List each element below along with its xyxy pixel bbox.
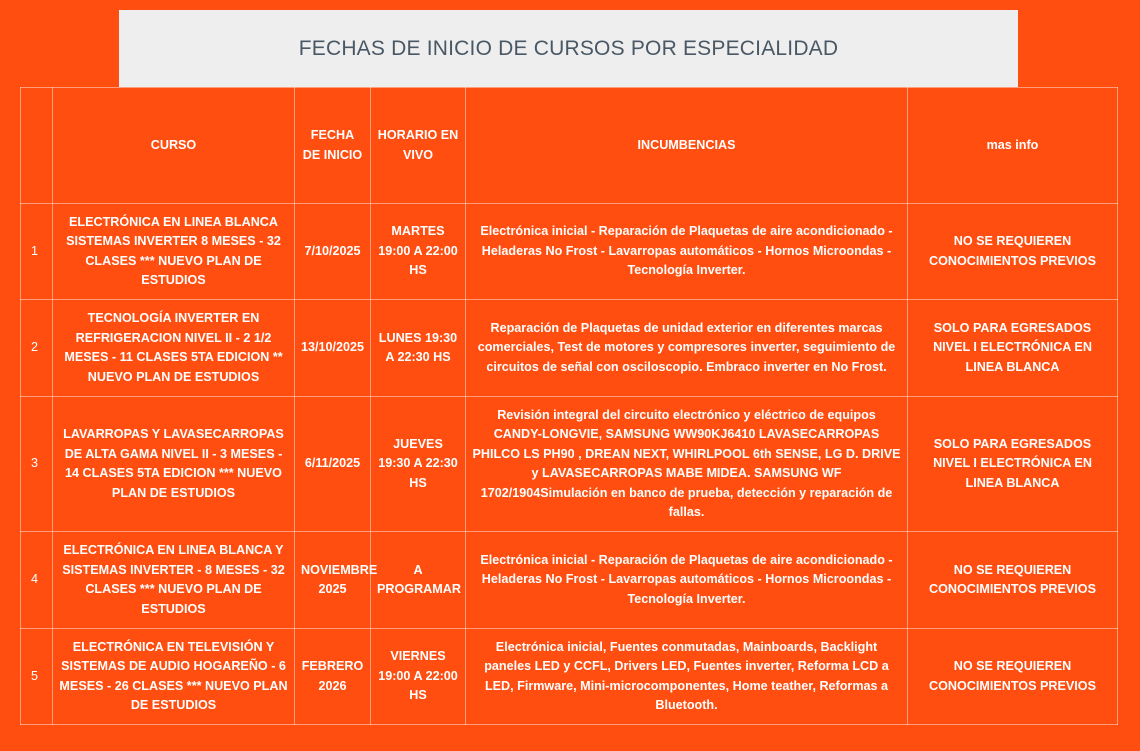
live-schedule: LUNES 19:30 A 22:30 HS <box>371 300 466 397</box>
course-name: ELECTRÓNICA EN LINEA BLANCA SISTEMAS INVERTER 8 MESES - 32 CLASES *** NUEVO PLAN DE ESTUDIOS <box>53 204 295 300</box>
table-row <box>21 532 1118 629</box>
start-date: 13/10/2025 <box>295 300 371 397</box>
course-requirements: NO SE REQUIEREN CONOCIMIENTOS PREVIOS <box>908 204 1118 300</box>
courses-table <box>20 87 1118 725</box>
live-schedule: MARTES 19:00 A 22:00 HS <box>371 204 466 300</box>
start-date: 7/10/2025 <box>295 204 371 300</box>
start-date: 6/11/2025 <box>295 397 371 532</box>
live-schedule: JUEVES 19:30 A 22:30 HS <box>371 397 466 532</box>
course-name: LAVARROPAS Y LAVASECARROPAS DE ALTA GAMA NIVEL II - 3 MESES - 14 CLASES 5TA EDICION *** NUEVO PLAN DE ESTUDIOS <box>53 397 295 532</box>
live-schedule: A PROGRAMAR <box>371 532 466 629</box>
table-header-row <box>21 88 1118 204</box>
row-number: 1 <box>21 204 53 300</box>
table-row <box>21 629 1118 725</box>
course-scope: Revisión integral del circuito electrónico y eléctrico de equipos CANDY-LONGVIE, SAMSUNG WW90KJ6410 LAVASECARROPAS PHILCO LS PH90 , DREAN NEXT, WHIRLPOOL 6th SENSE, LG D. DRIVE y LAVASECARROPAS MABE MIDEA. SAMSUNG WF 1702/1904Simulación en banco de prueba, detección y reparación de fallas. <box>466 397 908 532</box>
row-number: 2 <box>21 300 53 397</box>
row-number: 3 <box>21 397 53 532</box>
header-num <box>21 88 53 204</box>
course-scope: Electrónica inicial - Reparación de Plaquetas de aire acondicionado - Heladeras No Frost - Lavarropas automáticos - Hornos Microondas - Tecnología Inverter. <box>466 532 908 629</box>
start-date: FEBRERO 2026 <box>295 629 371 725</box>
page-title: FECHAS DE INICIO DE CURSOS POR ESPECIALIDAD <box>298 36 839 60</box>
table-row <box>21 204 1118 300</box>
table-row <box>21 397 1118 532</box>
course-requirements: SOLO PARA EGRESADOS NIVEL I ELECTRÓNICA EN LINEA BLANCA <box>908 397 1118 532</box>
header-horario: HORARIO EN VIVO <box>371 88 466 204</box>
title-banner <box>119 10 1018 87</box>
course-scope: Electrónica inicial - Reparación de Plaquetas de aire acondicionado - Heladeras No Frost - Lavarropas automáticos - Hornos Microondas - Tecnología Inverter. <box>466 204 908 300</box>
course-name: ELECTRÓNICA EN TELEVISIÓN Y SISTEMAS DE AUDIO HOGAREÑO - 6 MESES - 26 CLASES *** NUEVO PLAN DE ESTUDIOS <box>53 629 295 725</box>
course-name: ELECTRÓNICA EN LINEA BLANCA Y SISTEMAS INVERTER - 8 MESES - 32 CLASES *** NUEVO PLAN DE ESTUDIOS <box>53 532 295 629</box>
start-date: NOVIEMBRE 2025 <box>295 532 371 629</box>
live-schedule: VIERNES 19:00 A 22:00 HS <box>371 629 466 725</box>
course-scope: Reparación de Plaquetas de unidad exterior en diferentes marcas comerciales, Test de motores y compresores inverter, seguimiento de circuitos de señal con osciloscopio. Embraco inverter en No Frost. <box>466 300 908 397</box>
course-name: TECNOLOGÍA INVERTER EN REFRIGERACION NIVEL II - 2 1/2 MESES - 11 CLASES 5TA EDICION ** NUEVO PLAN DE ESTUDIOS <box>53 300 295 397</box>
row-number: 5 <box>21 629 53 725</box>
header-curso: CURSO <box>53 88 295 204</box>
header-fecha: FECHA DE INICIO <box>295 88 371 204</box>
course-requirements: SOLO PARA EGRESADOS NIVEL I ELECTRÓNICA EN LINEA BLANCA <box>908 300 1118 397</box>
header-mas-info: mas info <box>908 88 1118 204</box>
header-incumbencias: INCUMBENCIAS <box>466 88 908 204</box>
course-requirements: NO SE REQUIEREN CONOCIMIENTOS PREVIOS <box>908 532 1118 629</box>
course-scope: Electrónica inicial, Fuentes conmutadas, Mainboards, Backlight paneles LED y CCFL, Drivers LED, Fuentes inverter, Reforma LCD a LED, Firmware, Mini-microcomponentes, Home teather, Reformas a Bluetooth. <box>466 629 908 725</box>
row-number: 4 <box>21 532 53 629</box>
course-requirements: NO SE REQUIEREN CONOCIMIENTOS PREVIOS <box>908 629 1118 725</box>
table-row <box>21 300 1118 397</box>
